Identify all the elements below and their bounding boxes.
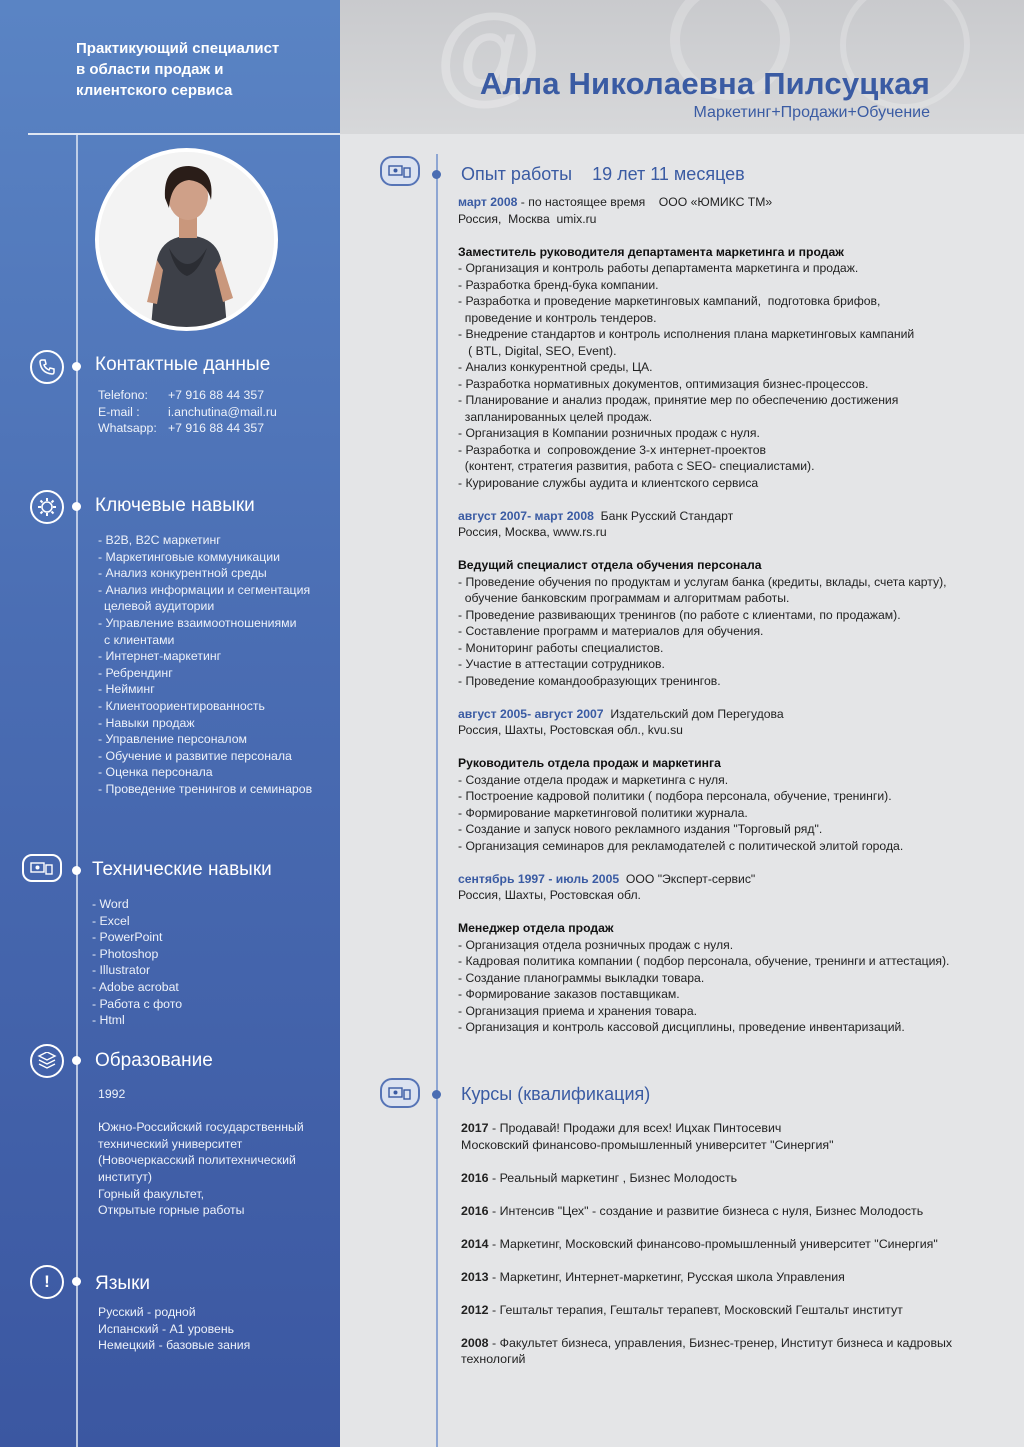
timeline-dot [72, 866, 81, 875]
course-item: 2008 - Факультет бизнеса, управления, Бизнес-тренер, Институт бизнеса и кадровых технологий [461, 1335, 953, 1366]
course-item: 2017 - Продавай! Продажи для всех! Ицхак Пинтосевич Московский финансово-промышленный университет "Синергия" [461, 1121, 834, 1152]
job-duty: - Разработка и проведение маркетинговых кампаний, подготовка брифов, [458, 294, 881, 308]
job-duty: - Организация в Компании розничных продаж с нуля. [458, 426, 760, 440]
job-duty: - Формирование заказов поставщикам. [458, 987, 680, 1001]
exclamation-icon: ! [30, 1265, 64, 1299]
job-duty: - Участие в аттестации сотрудников. [458, 657, 665, 671]
header [340, 0, 1024, 134]
course-item: 2012 - Гештальт терапия, Гештальт терапевт, Московский Гештальт институт [461, 1302, 903, 1317]
job-position: Руководитель отдела продаж и маркетинга [458, 756, 721, 770]
job-duty: - Организация отдела розничных продаж с нуля. [458, 937, 734, 952]
job-duty: - Создание и запуск нового рекламного издания "Торговый ряд". [458, 822, 823, 836]
job-entry: август 2005- август 2007 Издательский дом Перегудова Россия, Шахты, Ростовская обл., kvu.su Руководитель отдела продаж и маркетинга - Создание отдела продаж и маркетинга с нуля. - Построение кадровой политики ( подбора персонала, обучение, тренинги). - Формирование маркетинговой политики журнала. - Создание и запуск нового рекламного издания "Торговый ряд". - Организация семинаров для рекламодателей с политической элитой города. [458, 706, 1008, 855]
languages-title: Языки [95, 1273, 151, 1294]
list-item: - Интернет-маркетинг [98, 649, 222, 664]
course-item: 2016 - Реальный маркетинг , Бизнес Молодость [461, 1170, 738, 1185]
job-duty: - Создание отдела продаж и маркетинга с нуля. [458, 772, 729, 787]
job-entry: сентябрь 1997 - июль 2005 ООО "Эксперт-сервис" Россия, Шахты, Ростовская обл. Менеджер отдела продаж - Организация отдела розничных продаж с нуля. - Кадровая политика компании ( подбор персонала, обучение, тренинги и аттестация). - Создание планограммы выкладки товара. - Формирование заказов поставщикам. - Организация приема и хранения товара. - Организация и контроль кассовой дисциплины, проведение инвентаризаций. [458, 871, 1008, 1036]
list-item: - PowerPoint [92, 930, 163, 945]
contacts-list [98, 387, 277, 437]
list-item: - Word [92, 897, 129, 911]
timeline-dot [72, 1277, 81, 1286]
job-duty: - Проведение командообразующих тренингов. [458, 673, 721, 688]
person-silhouette-icon [99, 152, 274, 327]
job-duty: ( BTL, Digital, SEO, Event). [458, 343, 617, 358]
timeline-dot [72, 502, 81, 511]
education-year: 1992 [98, 1087, 126, 1101]
tech-skills-title: Технические навыки [92, 859, 272, 880]
job-duty: - Организация и контроль кассовой дисциплины, проведение инвентаризаций. [458, 1020, 905, 1034]
gear-icon [30, 490, 64, 524]
job-duty: проведение и контроль тендеров. [458, 310, 657, 325]
contact-email: E-mail : i.anchutina@mail.ru [98, 404, 277, 419]
timeline-dot [432, 1090, 441, 1099]
education-details: 1992 Южно-Российский государственный технический университет (Новочеркасский политехнический институт) Горный факультет, Открытые горные работы [98, 1087, 304, 1218]
list-item: Испанский - А1 уровень [98, 1321, 235, 1336]
list-item: - Оценка персонала [98, 765, 213, 780]
tech-skills-list [92, 896, 182, 1029]
contacts-title: Контактные данные [95, 354, 271, 375]
job-entry: август 2007- март 2008 Банк Русский Стандарт Россия, Москва, www.rs.ru Ведущий специалист отдела обучения персонала - Проведение обучения по продуктам и услугам банка (кредиты, вклады, счета карту), обучение банковским программам и алгоритмам работы. - Проведение развивающих тренингов (по работе с клиентами, по продажам). - Составление программ и материалов для обучения. - Мониторинг работы специалистов. - Участие в аттестации сотрудников. - Проведение командообразующих тренингов. [458, 508, 1008, 690]
course-item: 2016 - Интенсив "Цех" - создание и развитие бизнеса с нуля, Бизнес Молодость [461, 1203, 924, 1218]
key-skills-title: Ключевые навыки [95, 495, 255, 516]
contact-whatsapp: Whatsapp: +7 916 88 44 357 [98, 421, 265, 436]
key-skills-list [98, 532, 312, 798]
courses-title: Курсы (квалификация) [461, 1084, 651, 1104]
book-icon [30, 1044, 64, 1078]
person-name: Алла Николаевна Пилсуцкая [479, 66, 930, 101]
languages-list [98, 1304, 250, 1354]
list-item: - Обучение и развитие персонала [98, 748, 292, 763]
at-sign-watermark-icon: @ [435, 0, 543, 115]
job-position: Ведущий специалист отдела обучения персонала [458, 558, 762, 572]
list-item: - Проведение тренингов и семинаров [98, 781, 313, 796]
contact-phone: Telefono: +7 916 88 44 357 [98, 388, 265, 402]
devices-icon [22, 854, 62, 882]
list-item: - B2B, B2C маркетинг [98, 533, 221, 547]
job-duty: - Построение кадровой политики ( подбора персонала, обучение, тренинги). [458, 789, 892, 803]
phone-icon [30, 350, 64, 384]
job-location: Россия, Шахты, Ростовская обл., kvu.su [458, 723, 683, 737]
devices-icon [380, 156, 420, 186]
job-duty: запланированных целей продаж. [458, 409, 653, 424]
list-item: - Навыки продаж [98, 715, 195, 730]
list-item: - Управление взаимоотношениями [98, 615, 297, 630]
job-duty: - Проведение развивающих тренингов (по работе с клиентами, по продажам). [458, 607, 901, 622]
devices-icon [380, 1078, 420, 1108]
job-duty: - Организация и контроль работы департамента маркетинга и продаж. [458, 261, 859, 275]
timeline-dot [72, 362, 81, 371]
job-location: Россия, Шахты, Ростовская обл. [458, 888, 641, 902]
job-duty: - Организация приема и хранения товара. [458, 1003, 698, 1018]
job-period: август 2005- август 2007 [458, 706, 604, 721]
job-duty: - Разработка и сопровождение 3-х интернет-проектов [458, 442, 766, 457]
job-duty: - Кадровая политика компании ( подбор персонала, обучение, тренинги и аттестация). [458, 954, 950, 968]
course-item: 2014 - Маркетинг, Московский финансово-промышленный университет "Синергия" [461, 1236, 938, 1251]
job-period: март 2008 [458, 195, 518, 209]
job-duty: - Курирование службы аудита и клиентского сервиса [458, 475, 759, 490]
job-duty: - Проведение обучения по продуктам и услугам банка (кредиты, вклады, счета карту), [458, 574, 947, 589]
job-duty: - Анализ конкурентной среды, ЦА. [458, 360, 653, 374]
job-position: Менеджер отдела продаж [458, 921, 614, 935]
job-duty: - Формирование маркетинговой политики журнала. [458, 805, 748, 820]
job-duty: - Организация семинаров для рекламодателей с политической элитой города. [458, 838, 904, 853]
list-item: - Маркетинговые коммуникации [98, 549, 280, 564]
list-item: - Html [92, 1013, 125, 1028]
experience-list [458, 194, 1008, 1036]
education-title: Образование [95, 1050, 213, 1071]
job-duty: - Создание планограммы выкладки товара. [458, 970, 705, 985]
list-item: - Анализ информации и сегментация [98, 582, 311, 597]
job-duty: - Разработка нормативных документов, оптимизация бизнес-процессов. [458, 376, 869, 391]
job-duty: обучение банковским программам и алгоритмам работы. [458, 591, 790, 605]
timeline-dot [72, 1056, 81, 1065]
job-period: сентябрь 1997 - июль 2005 [458, 871, 620, 886]
job-duty: (контент, стратегия развития, работа с SEO- специалистами). [458, 459, 815, 473]
job-position: Заместитель руководителя департамента маркетинга и продаж [458, 244, 844, 259]
main-timeline [436, 154, 438, 1447]
header-divider [28, 133, 340, 135]
sidebar [0, 0, 340, 1447]
list-item: - Нейминг [98, 682, 155, 697]
job-entry: март 2008 - по настоящее время ООО «ЮМИКС ТМ» Россия, Москва umix.ru Заместитель руководителя департамента маркетинга и продаж - Организация и контроль работы департамента маркетинга и продаж. - Разработка бренд-бука компании. - Разработка и проведение маркетинговых кампаний, подготовка брифов, проведение и контроль тендеров. - Внедрение стандартов и контроль исполнения плана маркетинговых кампаний ( BTL, Digital, SEO, Event). - Анализ конкурентной среды, ЦА. - Разработка нормативных документов, оптимизация бизнес-процессов. - Планирование и анализ продаж, принятие мер по обеспечению достижения запланированных целей продаж. - Организация в Компании розничных продаж с нуля. - Разработка и сопровождение 3-х интернет-проектов (контент, стратегия развития, работа с SEO- специалистами). - Курирование службы аудита и клиентского сервиса [458, 194, 1008, 491]
tagline: Практикующий специалист в области продаж и клиентского сервиса [76, 40, 280, 99]
list-item: с клиентами [104, 632, 175, 647]
list-item: целевой аудитории [104, 599, 215, 614]
list-item: - Photoshop [92, 946, 159, 961]
job-duty: - Мониторинг работы специалистов. [458, 640, 664, 655]
list-item: - Работа с фото [92, 996, 183, 1011]
job-duty: - Внедрение стандартов и контроль исполнения плана маркетинговых кампаний [458, 327, 915, 341]
job-duty: - Разработка бренд-бука компании. [458, 277, 659, 292]
job-location: Россия, Москва, www.rs.ru [458, 525, 607, 539]
profile-photo [95, 148, 278, 331]
experience-title: Опыт работы 19 лет 11 месяцев [461, 164, 745, 184]
list-item: - Анализ конкурентной среды [98, 566, 267, 581]
timeline-dot [432, 170, 441, 179]
job-duty: - Планирование и анализ продаж, принятие мер по обеспечению достижения [458, 393, 899, 407]
person-subtitle: Маркетинг+Продажи+Обучение [693, 104, 930, 121]
courses-list [461, 1120, 1001, 1384]
main-content [340, 134, 1024, 1447]
sidebar-timeline [76, 133, 78, 1447]
list-item: Русский - родной [98, 1305, 196, 1319]
list-item: - Illustrator [92, 963, 151, 978]
list-item: - Excel [92, 913, 130, 928]
job-period: август 2007- март 2008 [458, 508, 594, 523]
job-duty: - Составление программ и материалов для обучения. [458, 624, 764, 638]
job-location: Россия, Москва umix.ru [458, 211, 597, 226]
list-item: - Клиентоориентированность [98, 698, 265, 713]
list-item: Немецкий - базовые зания [98, 1338, 251, 1353]
list-item: - Ребрендинг [98, 665, 173, 680]
list-item: - Управление персоналом [98, 732, 247, 747]
course-item: 2013 - Маркетинг, Интернет-маркетинг, Русская школа Управления [461, 1269, 845, 1284]
list-item: - Adobe acrobat [92, 979, 179, 994]
